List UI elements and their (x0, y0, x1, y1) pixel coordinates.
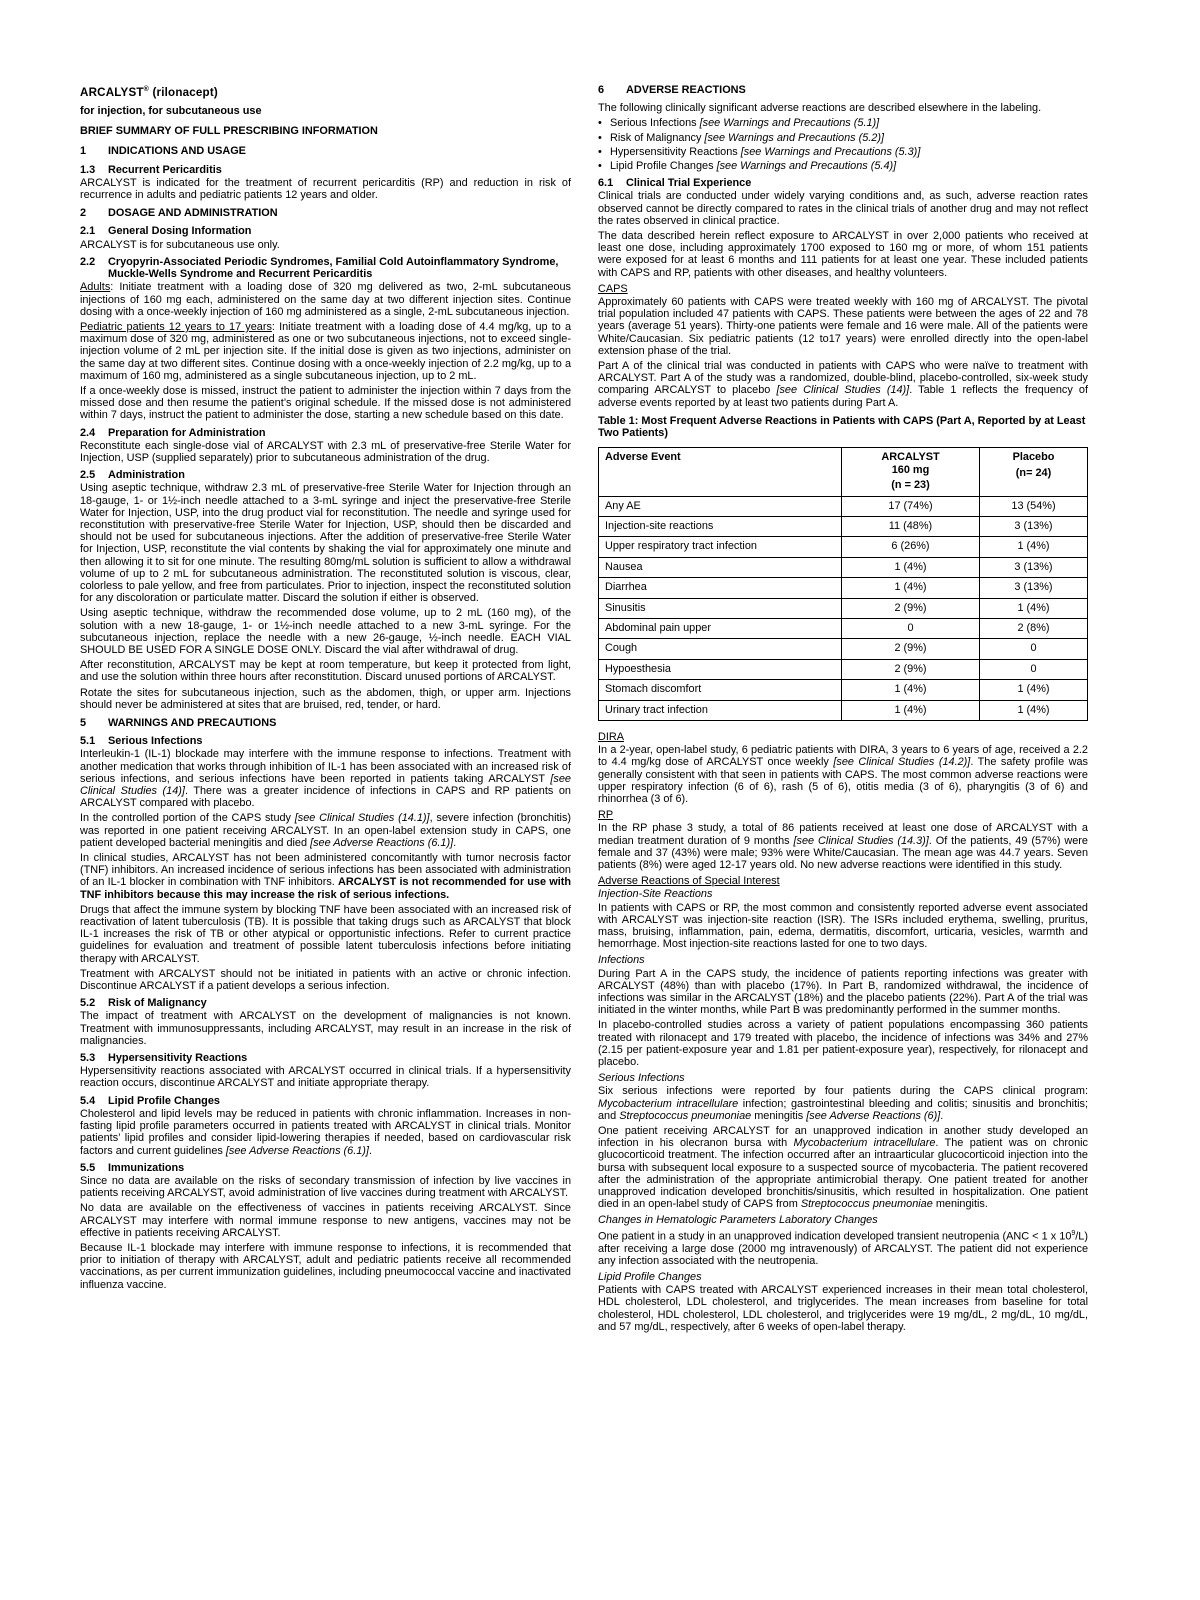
paragraph: Hypersensitivity reactions associated with ARCALYST occurred in clinical trials. If a hypersensitivity reaction occurs, discontinue ARCALYST and initiate appropriate therapy. (80, 1065, 571, 1090)
paragraph (598, 1085, 1088, 1122)
paragraph (598, 744, 1088, 805)
underlined-label: Adults (80, 281, 111, 294)
text: meningitis (751, 1109, 807, 1122)
lipid-heading: Lipid Profile Changes (598, 1270, 702, 1283)
organism-name: Mycobacterium intracellulare (598, 1097, 739, 1110)
cell-event: Sinusitis (599, 598, 842, 618)
header-arcalyst (842, 448, 980, 496)
table-row (599, 557, 1088, 577)
section-5-heading (80, 717, 571, 729)
cross-reference: [see Adverse Reactions (6.1)] (225, 1144, 369, 1157)
section-2-4-heading (80, 427, 571, 439)
text: Serious Infections (610, 117, 700, 130)
paragraph-pediatric (80, 321, 571, 382)
cell-drug: 2 (9%) (842, 598, 980, 618)
header-adverse-event: Adverse Event (599, 448, 842, 496)
underlined-label: Pediatric patients 12 years to 17 years (80, 320, 272, 333)
cell-event: Injection-site reactions (599, 516, 842, 536)
text: In the RP phase 3 study, a total of 86 patients received at least one dose of ARCALYST with a median treatment duration of 9 months (598, 822, 1088, 847)
section-title: DOSAGE AND ADMINISTRATION (108, 207, 278, 220)
paragraph (80, 852, 571, 901)
list-item (598, 117, 1088, 129)
table-row (599, 578, 1088, 598)
section-2-heading (80, 207, 571, 219)
section-1-3-heading (80, 164, 571, 176)
cell-placebo: 1 (4%) (980, 700, 1088, 720)
section-number: 5.3 (80, 1052, 96, 1065)
header-line: ARCALYST (881, 451, 940, 464)
section-2-2-heading (80, 256, 571, 280)
section-5-4-heading (80, 1095, 571, 1107)
section-number: 2.1 (80, 225, 96, 238)
text: , severe infection (bronchitis) was reported in one patient receiving ARCALYST. In an open-label extension study in CAPS, one patient developed bacterial meningitis and died (80, 812, 572, 849)
paragraph: Clinical trials are conducted under widely varying conditions and, as such, adverse reaction rates observed cannot be directly compared to rates in the clinical trials of another drug and may not reflect the rates observed in clinical practice. (598, 190, 1088, 227)
list-item (598, 132, 1088, 144)
header-line: (n= 24) (1015, 466, 1052, 479)
cell-event: Urinary tract infection (599, 700, 842, 720)
table-row (599, 598, 1088, 618)
text: Interleukin-1 (IL-1) blockade may interfere with the immune response to infections. Treatment with another medication that works through inhibition of IL-1 has been associated with an increased risk of serious infections, and serious infections have been reported in patients taking ARCALYST (80, 748, 571, 785)
paragraph (80, 1108, 571, 1157)
infections-heading: Infections (598, 954, 645, 967)
product-title (80, 84, 571, 99)
section-5-5-heading (80, 1162, 571, 1174)
cross-reference: [see Warnings and Precautions (5.3)] (740, 145, 921, 158)
cell-drug: 2 (9%) (842, 639, 980, 659)
summary-title: BRIEF SUMMARY OF FULL PRESCRIBING INFORMATION (80, 125, 378, 138)
section-title: INDICATIONS AND USAGE (108, 145, 246, 158)
generic-name: (rilonacept) (152, 85, 218, 99)
cell-event: Cough (599, 639, 842, 659)
section-title: General Dosing Information (108, 225, 252, 238)
paragraph: The following clinically significant adverse reactions are described elsewhere in the labeling. (598, 102, 1042, 115)
header-placebo (980, 448, 1088, 496)
registered-mark: ® (143, 86, 150, 93)
section-title: Administration (108, 469, 185, 482)
rp-label: RP (598, 809, 614, 822)
product-subtitle: for injection, for subcutaneous use (80, 105, 262, 118)
section-1-heading (80, 145, 571, 157)
cross-reference: [see Warnings and Precautions (5.1)] (699, 117, 880, 130)
paragraph (598, 1125, 1088, 1210)
text: Cholesterol and lipid levels may be reduced in patients with chronic inflammation. Increases in non-fasting lipid profile parameters occurred in patients treated with ARCALYST in clinical trials. Monitor patients’ lipid profiles and consider lipid-lowering therapies if needed, based on cardiovascular risk factors and current guidelines (80, 1107, 571, 1157)
paragraph: The data described herein reflect exposure to ARCALYST in over 2,000 patients who received at least one dose, including approximately 1700 exposed to 160 mg or more, of whom 151 patients were exposed for at least 6 months and 111 patients for at least one year. These included patients with CAPS and RP, patients with other diseases, and healthy volunteers. (598, 230, 1088, 279)
cell-placebo: 2 (8%) (980, 618, 1088, 638)
cell-event: Stomach discomfort (599, 680, 842, 700)
section-title: Clinical Trial Experience (626, 177, 752, 190)
cell-drug: 1 (4%) (842, 578, 980, 598)
text: One patient receiving ARCALYST for an unapproved indication in another study developed an infection in his olecranon bursa with (598, 1125, 1088, 1150)
dira-label: DIRA (598, 730, 625, 743)
section-number: 5 (80, 717, 87, 729)
section-6-heading (598, 84, 1088, 96)
text: infection; gastrointestinal bleeding and colitis; sinusitis and bronchitis; and (598, 1097, 1088, 1122)
cell-event: Nausea (599, 557, 842, 577)
table-header-row (599, 448, 1088, 496)
section-number: 1 (80, 145, 87, 158)
header-line: (n = 23) (891, 479, 930, 492)
paragraph: Because IL-1 blockade may interfere with immune response to infections, it is recommended that prior to initiation of therapy with ARCALYST, adult and pediatric patients receive all recommended vaccinations, as per current immunization guidelines, including pneumococcal vaccine and inactivated influenza vaccine. (80, 1241, 571, 1291)
section-number: 6 (598, 84, 605, 96)
paragraph: ARCALYST is for subcutaneous use only. (80, 238, 280, 251)
cell-event: Any AE (599, 496, 842, 516)
caps-label: CAPS (598, 282, 628, 295)
left-column (80, 84, 571, 1294)
paragraph: In patients with CAPS or RP, the most common and consistently reported adverse event associated with ARCALYST was injection-site reaction (ISR). The ISRs included erythema, swelling, pruritus, mass, bruising, inflammation, pain, edema, dermatitis, discomfort, urticaria, vesicles, warmth and hemorrhage. Most injection-site reactions lasted for one to two days. (598, 901, 1088, 951)
section-5-1-heading (80, 735, 571, 747)
paragraph: No data are available on the effectiveness of vaccines in patients receiving ARCALYST. Since ARCALYST may interfere with normal immune response to new antigens, vaccines may not be effective in patients receiving ARCALYST. (80, 1202, 571, 1239)
paragraph: If a once-weekly dose is missed, instruct the patient to administer the injection within 7 days from the missed dose and then resume the patient’s original schedule. If the missed dose is not administered within 7 days, instruct the patient to administer the dose, starting a new schedule based on this date. (80, 384, 571, 422)
cell-placebo: 1 (4%) (980, 537, 1088, 557)
paragraph: Using aseptic technique, withdraw 2.3 mL of preservative-free Sterile Water for Injection through an 18-gauge, 1- or 1½-inch needle attached to a 3-mL syringe and inject the preservative-free Sterile Water for Injection, USP, into the drug product vial for reconstitution. The needle and syringe used for reconstitution with preservative-free Sterile Water for Injection, USP, should then be discarded and should not be used for subcutaneous injections. After the addition of preservative-free Sterile Water for Injection, USP, reconstitute the vial contents by shaking the vial for approximately one minute and then allowing it to sit for one minute. The resulting 80mg/mL solution is sufficient to allow a withdrawal volume of up to 2 mL for subcutaneous administration. The reconstituted solution is viscous, clear, colorless to pale yellow, and free from particulates. Prior to injection, inspect the reconstituted solution for any discoloration or particulate matter. Discard the solution if either is observed. (80, 482, 571, 605)
section-title: ADVERSE REACTIONS (626, 84, 746, 96)
section-title: Immunizations (108, 1161, 185, 1174)
cell-drug: 1 (4%) (842, 557, 980, 577)
paragraph: Patients with CAPS treated with ARCALYST experienced increases in their mean total cholesterol, HDL cholesterol, LDL cholesterol, and triglycerides. The mean increases from baseline for total cholesterol, HDL cholesterol, LDL cholesterol, and triglycerides were 19 mg/dL, 2 mg/dL, 10 mg/dL, and 57 mg/dL, respectively, after 6 weeks of open-label therapy. (598, 1284, 1088, 1333)
section-number: 5.2 (80, 997, 96, 1010)
cell-drug: 2 (9%) (842, 659, 980, 679)
text: In a 2-year, open-label study, 6 pediatric patients with DIRA, 3 years to 6 years of age, received a 2.2 to 4.4 mg/kg dose of ARCALYST once weekly (598, 744, 1088, 769)
section-5-2-heading (80, 997, 571, 1009)
cell-placebo: 13 (54%) (980, 496, 1088, 516)
cell-placebo: 1 (4%) (980, 598, 1088, 618)
text: In the controlled portion of the CAPS study (80, 812, 295, 825)
table-row (599, 639, 1088, 659)
section-2-1-heading (80, 225, 571, 237)
table-row (599, 537, 1088, 557)
cell-drug: 17 (74%) (842, 496, 980, 516)
cell-placebo: 1 (4%) (980, 680, 1088, 700)
cell-placebo: 3 (13%) (980, 557, 1088, 577)
text: Lipid Profile Changes (610, 160, 717, 173)
text: . Table 1 reflects the frequency of adverse events reported by at least two patients during Part A. (598, 384, 1089, 409)
organism-name: Streptococcus pneumoniae (619, 1109, 752, 1122)
paragraph: Treatment with ARCALYST should not be initiated in patients with an active or chronic infection. Discontinue ARCALYST if a patient develops a serious infection. (80, 967, 571, 993)
header-line: Placebo (1012, 451, 1055, 464)
section-number: 6.1 (598, 177, 614, 190)
text: . (940, 1109, 944, 1122)
table-row (599, 700, 1088, 720)
isr-heading: Injection-Site Reactions (598, 888, 713, 901)
special-interest-label: Adverse Reactions of Special Interest (598, 875, 780, 888)
paragraph (598, 822, 1088, 871)
text: meningitis. (932, 1198, 988, 1211)
text: : Initiate treatment with a loading dose of 4.4 mg/kg, up to a maximum dose of 320 mg, administered as one or two subcutaneous injections, not to exceed single-injection volume of 2 mL per injection site. If the initial dose is given as two injections, administer on the same day at two different sites. Continue dosing with a once-weekly injection of 2.2 mg/kg, up to a maximum of 160 mg, administered as a single subcutaneous injection, up to 2 mL. (80, 320, 572, 382)
bold-warning: ARCALYST is not recommended for use with TNF inhibitors because this may increase the risk of serious infections. (80, 876, 571, 901)
text: In clinical studies, ARCALYST has not been administered concomitantly with tumor necrosis factor (TNF) inhibitors. An increased incidence of serious infections has been associated with administration of an IL-1 blocker in combination with TNF inhibitors. (80, 852, 571, 889)
section-title: Serious Infections (108, 735, 203, 748)
cell-event: Hypoesthesia (599, 659, 842, 679)
paragraph: Approximately 60 patients with CAPS were treated weekly with 160 mg of ARCALYST. The pivotal trial population included 47 patients with CAPS. These patients were between the ages of 22 and 78 years (average 51 years). Thirty-one patients were female and 16 were male. All of the patients were White/Caucasian. Six pediatric patients (12 to17 years) were enrolled directly into the open-label extension phase of the trial. (598, 296, 1088, 357)
adverse-reactions-list (598, 117, 1088, 172)
cell-placebo: 3 (13%) (980, 578, 1088, 598)
serious-infections-heading: Serious Infections (598, 1072, 685, 1085)
cell-event: Upper respiratory tract infection (599, 537, 842, 557)
section-number: 5.5 (80, 1161, 96, 1174)
section-number: 2.5 (80, 469, 96, 482)
cell-drug: 0 (842, 618, 980, 638)
text: One patient in a study in an unapproved indication developed transient neutropenia (ANC < 1 x 10 (598, 1230, 1072, 1243)
right-column (598, 84, 1088, 1336)
paragraph-adults (80, 281, 571, 318)
cross-reference: [see Warnings and Precautions (5.2)] (704, 131, 885, 144)
cell-event: Abdominal pain upper (599, 618, 842, 638)
section-2-5-heading (80, 469, 571, 481)
section-number: 2.4 (80, 426, 96, 439)
paragraph: After reconstitution, ARCALYST may be kept at room temperature, but keep it protected from light, and use the solution within three hours after reconstitution. Discard unused portions of ARCALYST. (80, 659, 571, 684)
section-5-3-heading (80, 1052, 571, 1064)
cell-drug: 1 (4%) (842, 700, 980, 720)
paragraph (598, 360, 1088, 409)
text: . Of the patients, 49 (57%) were female and 37 (43%) were male; 93% were White/Caucasian. The mean age was 44.7 years. Seven patients (8%) were aged 12-17 years old. No new adverse reactions were identified in this study. (598, 834, 1088, 871)
table-row (599, 618, 1088, 638)
cell-drug: 1 (4%) (842, 680, 980, 700)
cross-reference: [see Clinical Studies (14.3)] (793, 834, 929, 847)
section-title: Lipid Profile Changes (108, 1094, 220, 1107)
cross-reference: [see Clinical Studies (14.2)] (833, 756, 971, 769)
cross-reference: [see Adverse Reactions (6.1)] (310, 836, 454, 849)
organism-name: Streptococcus pneumoniae (800, 1198, 933, 1211)
section-title: Preparation for Administration (108, 426, 266, 439)
section-number: 2.2 (80, 255, 96, 268)
paragraph: The impact of treatment with ARCALYST on the development of malignancies is not known. Treatment with immunosuppressants, including ARCALYST, may result in an increase in the risk of malignancies. (80, 1010, 571, 1047)
table-row (599, 496, 1088, 516)
section-title: Hypersensitivity Reactions (108, 1052, 248, 1065)
text: /L) after receiving a large dose (2000 mg intravenously) of ARCALYST. The patient did not experience any infection associated with the neutropenia. (598, 1230, 1088, 1267)
paragraph: In placebo-controlled studies across a variety of patient populations encompassing 360 patients treated with rilonacept and 179 treated with placebo, the incidence of infections was 34% and 27% (2.15 per patient-exposure year and 1.81 per patient-exposure year), respectively, for rilonacept and placebo. (598, 1019, 1088, 1069)
paragraph: ARCALYST is indicated for the treatment of recurrent pericarditis (RP) and reduction in risk of recurrence in adults and pediatric patients 12 years and older. (80, 176, 571, 202)
paragraph: Reconstitute each single-dose vial of ARCALYST with 2.3 mL of preservative-free Sterile Water for Injection, USP (supplied separately) prior to subcutaneous administration of the drug. (80, 439, 571, 464)
cell-drug: 6 (26%) (842, 537, 980, 557)
cross-reference: [see Clinical Studies (14)] (776, 384, 910, 397)
text: . (453, 836, 457, 849)
table-caption: Table 1: Most Frequent Adverse Reactions in Patients with CAPS (Part A, Reported by at Least Two Patients) (598, 414, 1086, 440)
section-title: Recurrent Pericarditis (108, 163, 222, 176)
paragraph: Drugs that affect the immune system by blocking TNF have been associated with an increased risk of reactivation of latent tuberculosis (TB). It is possible that taking drugs such as ARCALYST that block IL-1 increases the risk of TB or other atypical or opportunistic infections. Refer to current practice guidelines for evaluation and treatment of possible latent tuberculosis infections before initiating therapy with ARCALYST. (80, 903, 571, 965)
text: . The patient was on chronic glucocorticoid treatment. The infection occurred after an intraarticular glucocorticoid injection into the bursa with subsequent local exposure to a suspected source of mycobacteria. The patient recovered after the administration of the appropriate antimicrobial therapy. One patient treated for another unapproved indication developed bronchitis/sinusitis, which resulted in hospitalization. One patient died in an open-label study of CAPS from (598, 1137, 1089, 1211)
section-title: Risk of Malignancy (108, 997, 207, 1010)
cell-drug: 11 (48%) (842, 516, 980, 536)
table-row (599, 659, 1088, 679)
section-title: Cryopyrin-Associated Periodic Syndromes, Familial Cold Autoinflammatory Syndrome, Muckle-Wells Syndrome and Recurrent Pericarditis (108, 255, 559, 281)
cross-reference: [see Adverse Reactions (6)] (806, 1109, 941, 1122)
section-number: 5.4 (80, 1094, 96, 1107)
text: Hypersensitivity Reactions (610, 145, 741, 158)
section-number: 5.1 (80, 735, 96, 748)
list-item (598, 160, 1088, 172)
text: . The safety profile was generally consistent with that seen in patients with CAPS. The most common adverse reactions were upper respiratory infection (6 of 6), rash (5 of 6), otitis media (3 of 6), pharyngitis (3 of 6) and rhinorrhea (3 of 6). (598, 756, 1088, 805)
section-6-1-heading (598, 177, 1088, 189)
table-row (599, 680, 1088, 700)
text: Risk of Malignancy (610, 131, 705, 144)
cell-placebo: 0 (980, 639, 1088, 659)
paragraph: During Part A in the CAPS study, the incidence of patients reporting infections was greater with ARCALYST (48%) than with placebo (17%). In Part B, randomized withdrawal, the incidence of infections was similar in the ARCALYST (18%) and the placebo patients (22%). Part A of the trial was initiated in the winter months, while Part B was predominantly performed in the summer months. (598, 967, 1088, 1017)
paragraph: Since no data are available on the risks of secondary transmission of infection by live vaccines in patients receiving ARCALYST, avoid administration of live vaccines during treatment with ARCALYST. (80, 1174, 571, 1200)
text: . (368, 1144, 372, 1157)
adverse-events-table (598, 447, 1088, 721)
paragraph: Using aseptic technique, withdraw the recommended dose volume, up to 2 mL (160 mg), of the solution with a new 18-gauge, 1- or 1½-inch needle attached to a new 3-mL syringe. For the subcutaneous injection, replace the needle with a new 26-gauge, ½-inch needle. EACH VIAL SHOULD BE USED FOR A SINGLE DOSE ONLY. Discard the vial after withdrawal of drug. (80, 607, 571, 656)
text: : Initiate treatment with a loading dose of 320 mg delivered as two, 2-mL subcutaneous injections of 160 mg each, administered on the same day at two different injection sites. Continue dosing with a once-weekly injection of 160 mg administered as a single, 2-mL subcutaneous injection. (80, 281, 571, 318)
list-item (598, 146, 1088, 158)
table-row (599, 516, 1088, 536)
cell-placebo: 3 (13%) (980, 516, 1088, 536)
paragraph (598, 1228, 1088, 1267)
organism-name: Mycobacterium intracellulare (793, 1137, 936, 1150)
text: Six serious infections were reported by four patients during the CAPS clinical program: (598, 1085, 1088, 1098)
header-line: 160 mg (891, 463, 930, 476)
cell-event: Diarrhea (599, 578, 842, 598)
text: Part A of the clinical trial was conducted in patients with CAPS who were naïve to treatment with ARCALYST. Part A of the study was a randomized, double-blind, placebo-controlled, six-week study comparing ARCALYST to placebo (598, 360, 1088, 397)
text: . There was a greater incidence of infections in CAPS and RP patients on ARCALYST compared with placebo. (80, 785, 571, 810)
paragraph (80, 812, 571, 849)
cross-reference: [see Clinical Studies (14.1)] (294, 812, 430, 825)
section-title: WARNINGS AND PRECAUTIONS (108, 717, 277, 729)
paragraph: Rotate the sites for subcutaneous injection, such as the abdomen, thigh, or upper arm. Injections should never be administered at sites that are bruised, red, tender, or hard. (80, 686, 571, 711)
paragraph (80, 748, 571, 809)
section-number: 2 (80, 207, 87, 220)
section-number: 1.3 (80, 163, 96, 176)
brand-name: ARCALYST (80, 85, 144, 99)
cross-reference: [see Warnings and Precautions (5.4)] (716, 160, 897, 173)
superscript: 9 (1071, 1229, 1076, 1237)
hematologic-heading: Changes in Hematologic Parameters Laboratory Changes (598, 1214, 878, 1227)
cross-reference: [see Clinical Studies (14)] (80, 772, 571, 798)
cell-placebo: 0 (980, 659, 1088, 679)
